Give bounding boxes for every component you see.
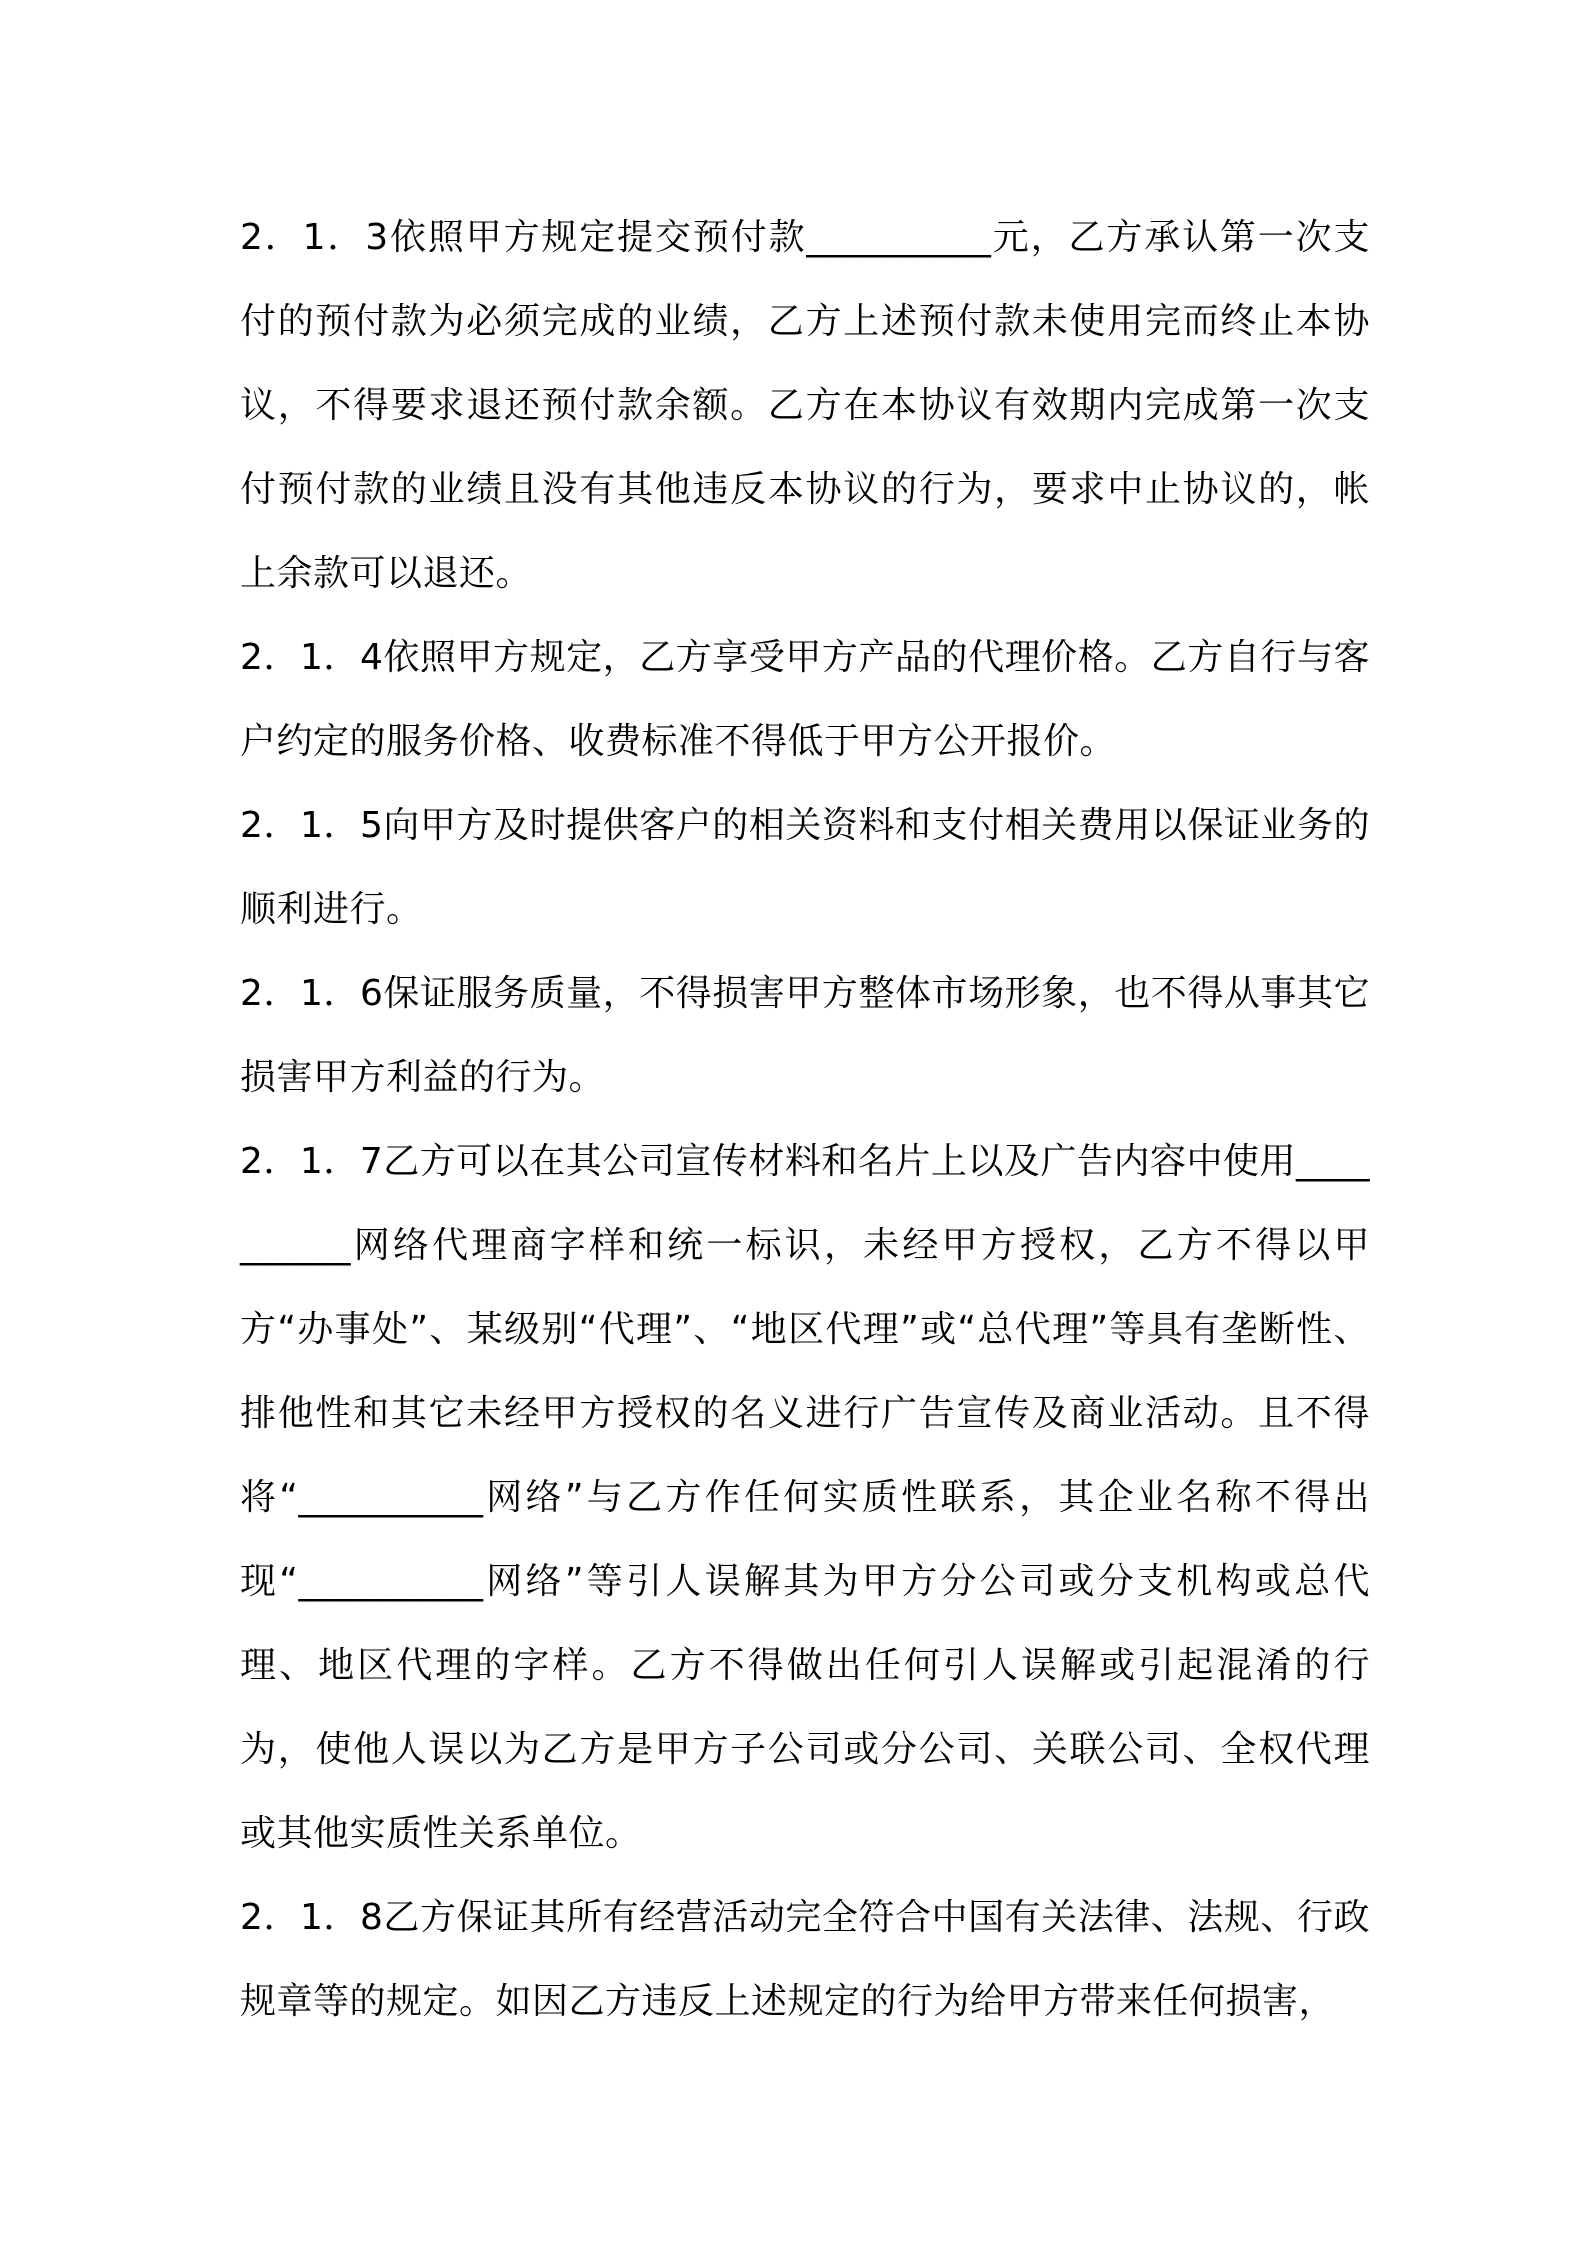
clause-2-1-4: 2．1．4依照甲方规定，乙方享受甲方产品的代理价格。乙方自行与客户约定的服务价格、收费标准不得低于甲方公开报价。 — [240, 637, 1370, 762]
clause-2-1-3: 2．1．3依照甲方规定提交预付款__________元，乙方承认第一次支付的预付款为必须完成的业绩，乙方上述预付款未使用完而终止本协议，不得要求退还预付款余额。乙方在本协议有效期内完成第一次支付预付款的业绩且没有其他违反本协议的行为，要求中止协议的，帐上余款可以退还。 — [240, 217, 1370, 594]
clause-2-1-6: 2．1．6保证服务质量，不得损害甲方整体市场形象，也不得从事其它损害甲方利益的行为。 — [240, 973, 1370, 1098]
clause-2-1-8: 2．1．8乙方保证其所有经营活动完全符合中国有关法律、法规、行政规章等的规定。如因乙方违反上述规定的行为给甲方带来任何损害， — [240, 1897, 1370, 2022]
document-body — [240, 196, 1370, 2044]
clause-2-1-5: 2．1．5向甲方及时提供客户的相关资料和支付相关费用以保证业务的顺利进行。 — [240, 805, 1370, 930]
clause-2-1-7: 2．1．7乙方可以在其公司宣传材料和名片上以及广告内容中使用__________网络代理商字样和统一标识，未经甲方授权，乙方不得以甲方“办事处”、某级别“代理”、“地区代理”或“总代理”等具有垄断性、排他性和其它未经甲方授权的名义进行广告宣传及商业活动。且不得将“__________网络”与乙方作任何实质性联系，其企业名称不得出现“__________网络”等引人误解其为甲方分公司或分支机构或总代理、地区代理的字样。乙方不得做出任何引人误解或引起混淆的行为，使他人误以为乙方是甲方子公司或分公司、关联公司、全权代理或其他实质性关系单位。 — [240, 1141, 1370, 1854]
